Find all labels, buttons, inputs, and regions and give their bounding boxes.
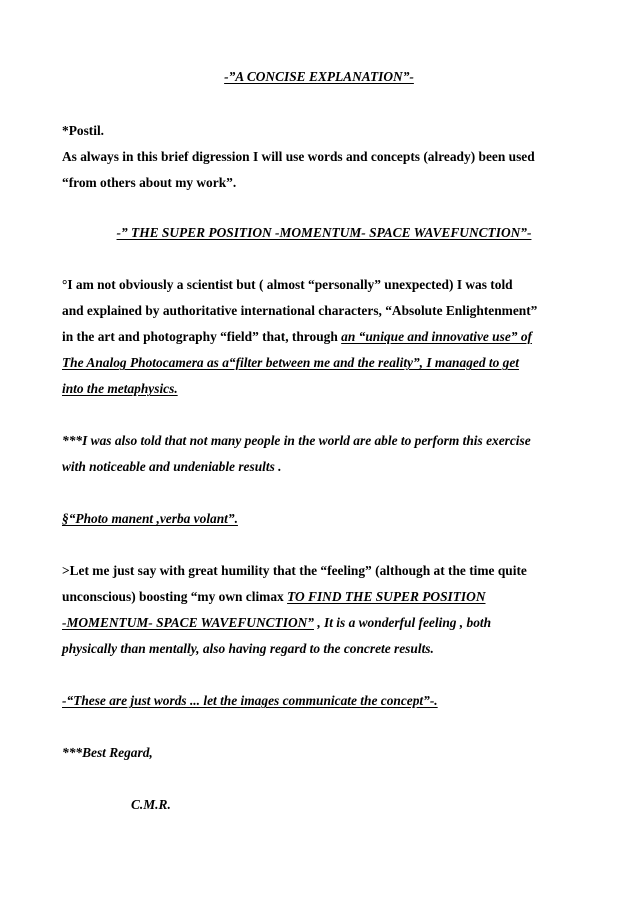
signature: C.M.R.	[131, 797, 171, 812]
para1-line-5: into the metaphysics.	[62, 381, 178, 396]
para1-line-3	[62, 329, 532, 345]
para3-line-2	[62, 589, 486, 605]
postil-heading: *Postil.	[62, 123, 105, 138]
para1-line-3-emphasis: an “unique and innovative use” of	[341, 329, 532, 344]
document-title	[0, 69, 638, 85]
para3-line-2-plain: unconscious) boosting “my own climax	[62, 589, 288, 604]
para1-line-3-plain: in the art and photography “field” that, through	[62, 329, 342, 344]
para3-line-3-rest: , It is a wonderful feeling , both	[313, 615, 492, 630]
para3-line-1: >Let me just say with great humility that the “feeling” (although at the time quite	[62, 563, 527, 578]
postil-line-2: “from others about my work”.	[62, 175, 237, 190]
regards: ***Best Regard,	[62, 745, 153, 760]
subtitle-text: -” THE SUPER POSITION -MOMENTUM- SPACE WAVEFUNCTION”-	[116, 225, 532, 240]
para2-line-1: ***I was also told that not many people in the world are able to perform this exercise	[62, 433, 531, 448]
para1-line-1: °I am not obviously a scientist but ( almost “personally” unexpected) I was told	[62, 277, 513, 292]
para3-line-3-emphasis: -MOMENTUM- SPACE WAVEFUNCTION”	[62, 615, 314, 630]
title-text: -”A CONCISE EXPLANATION”-	[224, 69, 414, 84]
para3-line-3	[62, 615, 491, 631]
latin-quote: §“Photo manent ,verba volant”.	[62, 511, 238, 526]
para3-line-2-emphasis: TO FIND THE SUPER POSITION	[287, 589, 486, 604]
para1-line-4: The Analog Photocamera as a“filter between me and the reality”, I managed to get	[62, 355, 519, 370]
subtitle	[5, 225, 638, 241]
para3-line-4: physically than mentally, also having regard to the concrete results.	[62, 641, 434, 656]
postil-line-1: As always in this brief digression I will use words and concepts (already) been used	[62, 149, 535, 164]
closing-quote: -“These are just words ... let the images communicate the concept”-.	[62, 693, 438, 708]
para2-line-2: with noticeable and undeniable results .	[62, 459, 282, 474]
para1-line-2: and explained by authoritative international characters, “Absolute Enlightenment”	[62, 303, 538, 318]
